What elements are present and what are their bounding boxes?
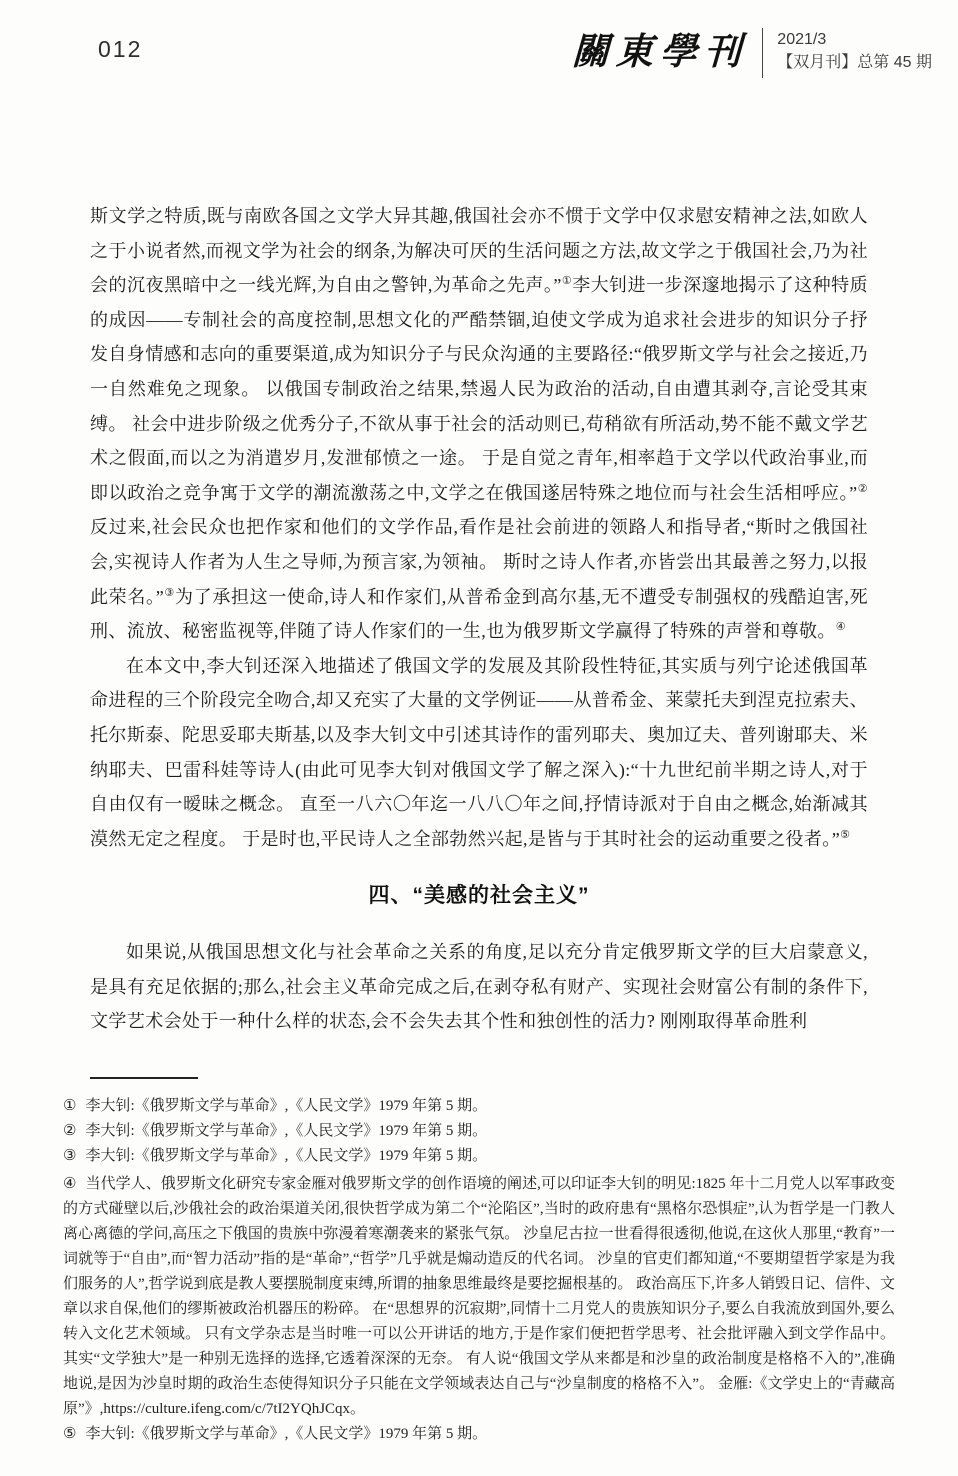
footnote-marker: ⑤ — [63, 1426, 77, 1442]
footnote-marker: ② — [63, 1123, 77, 1139]
footnote-separator — [90, 1077, 198, 1079]
issue-info — [777, 28, 932, 74]
article-body — [90, 199, 868, 1039]
body-text-run: 为了承担这一使命,诗人和作家们,从普希金到高尔基,无不遭受专制强权的残酷迫害,死刑、流放、秘密监视等,伴随了诗人作家们的一生,也为俄罗斯文学赢得了特殊的声誉和尊敬。 — [90, 586, 868, 642]
body-paragraph-1 — [90, 199, 868, 649]
footnote-marker: ① — [63, 1098, 77, 1114]
footnote-reference: ① — [561, 275, 573, 288]
footnote-3 — [63, 1144, 895, 1169]
issue-number: 【双月刊】总第 45 期 — [777, 54, 932, 71]
footnote-1 — [63, 1094, 895, 1119]
footnote-text: 李大钊:《俄罗斯文学与革命》,《人民文学》1979 年第 5 期。 — [85, 1123, 488, 1139]
footnote-reference: ④ — [835, 621, 847, 634]
masthead — [572, 26, 932, 78]
masthead-divider — [762, 28, 763, 78]
footnote-reference: ⑤ — [840, 828, 851, 841]
footnote-reference: ③ — [164, 586, 175, 599]
section-heading: 四、“美感的社会主义” — [368, 884, 590, 908]
footnote-area — [63, 1077, 895, 1447]
footnote-marker: ④ — [63, 1176, 77, 1192]
page-number: 012 — [98, 36, 143, 62]
body-text-run: 李大钊进一步深邃地揭示了这种特质的成因——专制社会的高度控制,思想文化的严酷禁锢,迫使文学成为追求社会进步的知识分子抒发自身情感和志向的重要渠道,成为知识分子与民众沟通的主要路径:“俄罗斯文学与社会之接近,乃一自然难免之现象。 以俄国专制政治之结果,禁遏人民为政治的活动,自由遭其剥夺,言论受其束缚。 社会中进步阶级之优秀分子,不欲从事于社会的活动则已,苟稍欲有所活动,势不能不戴文学艺术之假面,而以之为消遣岁月,发泄郁愤之一途。 于是自觉之青年,相率趋于文学以代政治事业,而即以政治之竞争寓于文学的潮流激荡之中,文学之在俄国遂居特殊之地位而与社会生活相呼应。” — [90, 275, 868, 503]
journal-title: 關東學刊 — [571, 29, 750, 73]
body-paragraph-3 — [90, 935, 868, 1039]
body-text-run: 在本文中,李大钊还深入地描述了俄国文学的发展及其阶段性特征,其实质与列宁论述俄国革命进程的三个阶段完全吻合,却又充实了大量的文学例证——从普希金、莱蒙托夫到涅克拉索夫、托尔斯泰、陀思妥耶夫斯基,以及李大钊文中引述其诗作的雷列耶夫、奥加辽夫、普列谢耶夫、米纳耶夫、巴雷科娃等诗人(由此可见李大钊对俄国文学了解之深入):“十九世纪前半期之诗人,对于自由仅有一暧昧之概念。 直至一八六〇年迄一八八〇年之间,抒情诗派对于自由之概念,始渐减其漠然无定之程度。 于是时也,平民诗人之全部勃然兴起,是皆与于其时社会的运动重要之役者。” — [90, 655, 868, 849]
footnote-text: 李大钊:《俄罗斯文学与革命》,《人民文学》1979 年第 5 期。 — [85, 1148, 488, 1164]
footnote-4 — [63, 1172, 895, 1422]
footnote-reference: ② — [857, 482, 869, 495]
footnote-text: 李大钊:《俄罗斯文学与革命》,《人民文学》1979 年第 5 期。 — [85, 1098, 488, 1114]
footnote-marker: ③ — [63, 1148, 77, 1164]
body-text-run: 如果说,从俄国思想文化与社会革命之关系的角度,足以充分肯定俄罗斯文学的巨大启蒙意义,是具有充足依据的;那么,社会主义革命完成之后,在剥夺私有财产、实现社会财富公有制的条件下,文学艺术会处于一种什么样的状态,会不会失去其个性和独创性的活力? 刚刚取得革命胜利 — [90, 942, 868, 1032]
issue-volume: 2021/3 — [777, 31, 827, 48]
footnote-2 — [63, 1119, 895, 1144]
footnote-5 — [63, 1422, 895, 1447]
footnote-text: 当代学人、俄罗斯文化研究专家金雁对俄罗斯文学的创作语境的阐述,可以印证李大钊的明见:1825 年十二月党人以军事政变的方式碰壁以后,沙俄社会的政治渠道关闭,很快哲学成为第二个“沦陷区”,当时的政府患有“黑格尔恐惧症”,认为哲学是一门教人离心离德的学问,高压之下俄国的贵族中弥漫着寒潮袭来的紧张气氛。 沙皇尼古拉一世看得很透彻,他说,在这伙人那里,“教育”一词就等于“自由”,而“智力活动”指的是“革命”,“哲学”几乎就是煽动造反的代名词。 沙皇的官吏们都知道,“不要期望哲学家是为我们服务的人”,哲学说到底是教人要摆脱制度束缚,所谓的抽象思维最终是要挖掘根基的。 政治高压下,许多人销毁日记、信件、文章以求自保,他们的缪斯被政治机器压的粉碎。 在“思想界的沉寂期”,同情十二月党人的贵族知识分子,要么自我流放到国外,要么转入文化艺术领域。 只有文学杂志是当时唯一可以公开讲话的地方,于是作家们便把哲学思考、社会批评融入到文学作品中。 其实“文学独大”是一种别无选择的选择,它透着深深的无奈。 有人说“俄国文学从来都是和沙皇的政治制度是格格不入的”,准确地说,是因为沙皇时期的政治生态使得知识分子只能在文学领域表达自己与“沙皇制度的格格不入”。 金雁:《文学史上的“青藏高原”》,https://culture.ifeng.com/c/7tI2YQhJCqx。 — [63, 1176, 895, 1417]
body-text-run: 斯文学之特质,既与南欧各国之文学大异其趣,俄国社会亦不惯于文学中仅求慰安精神之法,如欧人之于小说者然,而视文学为社会的纲条,为解决可厌的生活问题之方法,故文学之于俄国社会,乃为社会的沉夜黑暗中之一线光辉,为自由之警钟,为革命之先声。” — [90, 206, 868, 296]
body-paragraph-2 — [90, 649, 868, 857]
body-text-run: 反过来,社会民众也把作家和他们的文学作品,看作是社会前进的领路人和指导者,“斯时之俄国社会,实视诗人作者为人生之导师,为预言家,为领袖。 斯时之诗人作者,亦皆尝出其最善之努力,以报此荣名。” — [90, 517, 868, 607]
footnote-text: 李大钊:《俄罗斯文学与革命》,《人民文学》1979 年第 5 期。 — [85, 1426, 488, 1442]
